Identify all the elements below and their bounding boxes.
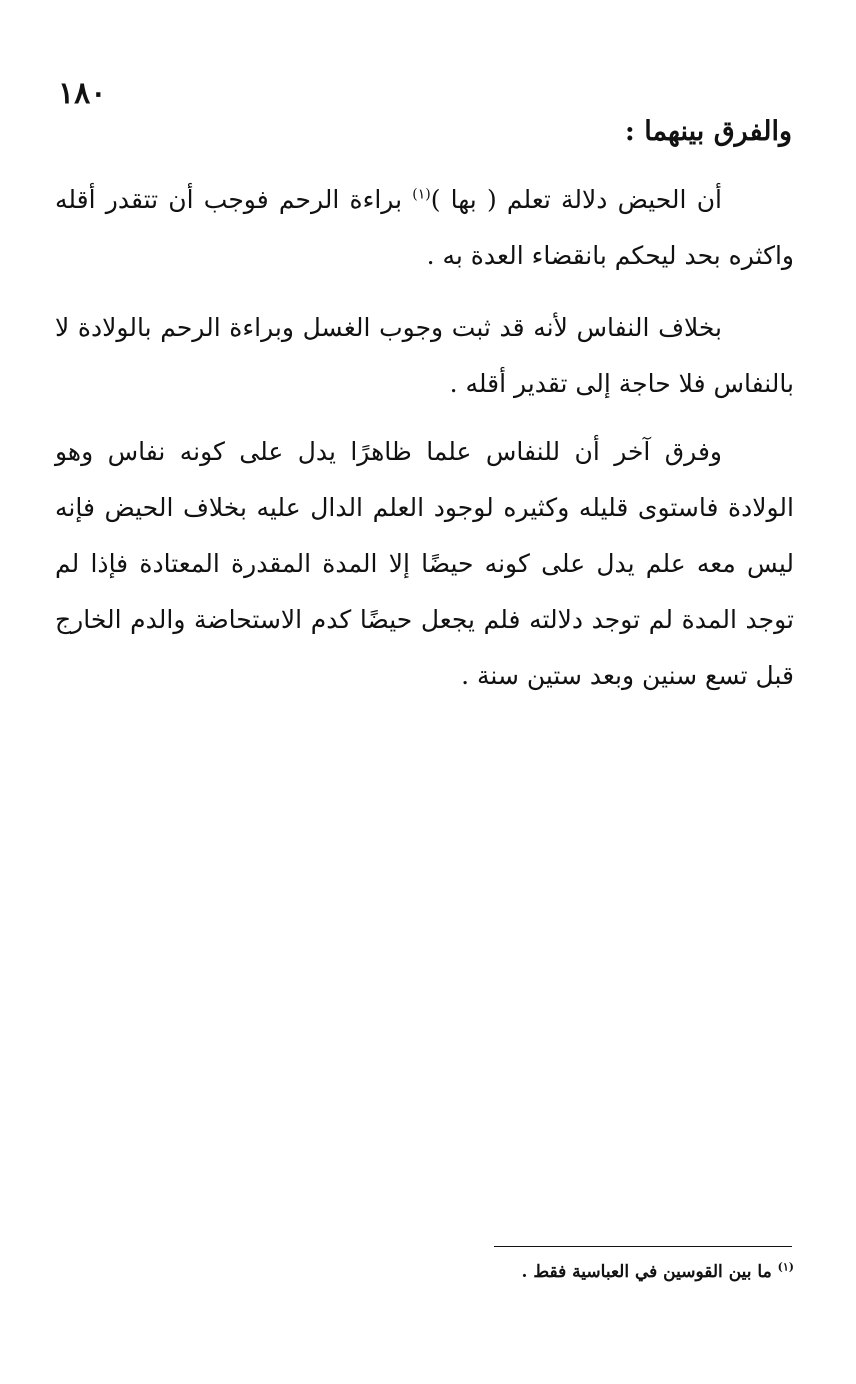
paragraph-3: وفرق آخر أن للنفاس علما ظاهرًا يدل على كونه نفاس وهو الولادة فاستوى قليله وكثيره لوجود العلم الدال عليه بخلاف الحيض فإنه ليس معه علم يدل على كونه حيضًا إلا المدة المقدرة المعتادة فإذا لم توجد المدة لم توجد دلالته فلم يجعل حيضًا كدم الاستحاضة والدم الخارج قبل تسع سنين وبعد ستين سنة . <box>55 437 794 690</box>
paragraph-1 <box>55 172 794 284</box>
footnote-mark: (١) <box>777 1260 794 1274</box>
footnote-text: ما بين القوسين في العباسية فقط . <box>521 1262 778 1282</box>
paragraph-2: بخلاف النفاس لأنه قد ثبت وجوب الغسل وبراءة الرحم بالولادة لا بالنفاس فلا حاجة إلى تقدير أقله . <box>55 313 794 398</box>
paragraph-1-text-before-ref: أن الحيض دلالة تعلم ( بها ) <box>430 185 722 214</box>
page-number: ١٨٠ <box>58 76 107 111</box>
footnote-reference: (١) <box>412 186 431 203</box>
section-heading: والفرق بينهما : <box>624 116 792 147</box>
footnote-divider <box>494 1246 792 1247</box>
paragraph-1-text-after-ref: براءة الرحم فوجب أن تتقدر أقله واكثره بحد ليحكم بانقضاء العدة به . <box>55 185 794 270</box>
footnote <box>522 1262 794 1282</box>
